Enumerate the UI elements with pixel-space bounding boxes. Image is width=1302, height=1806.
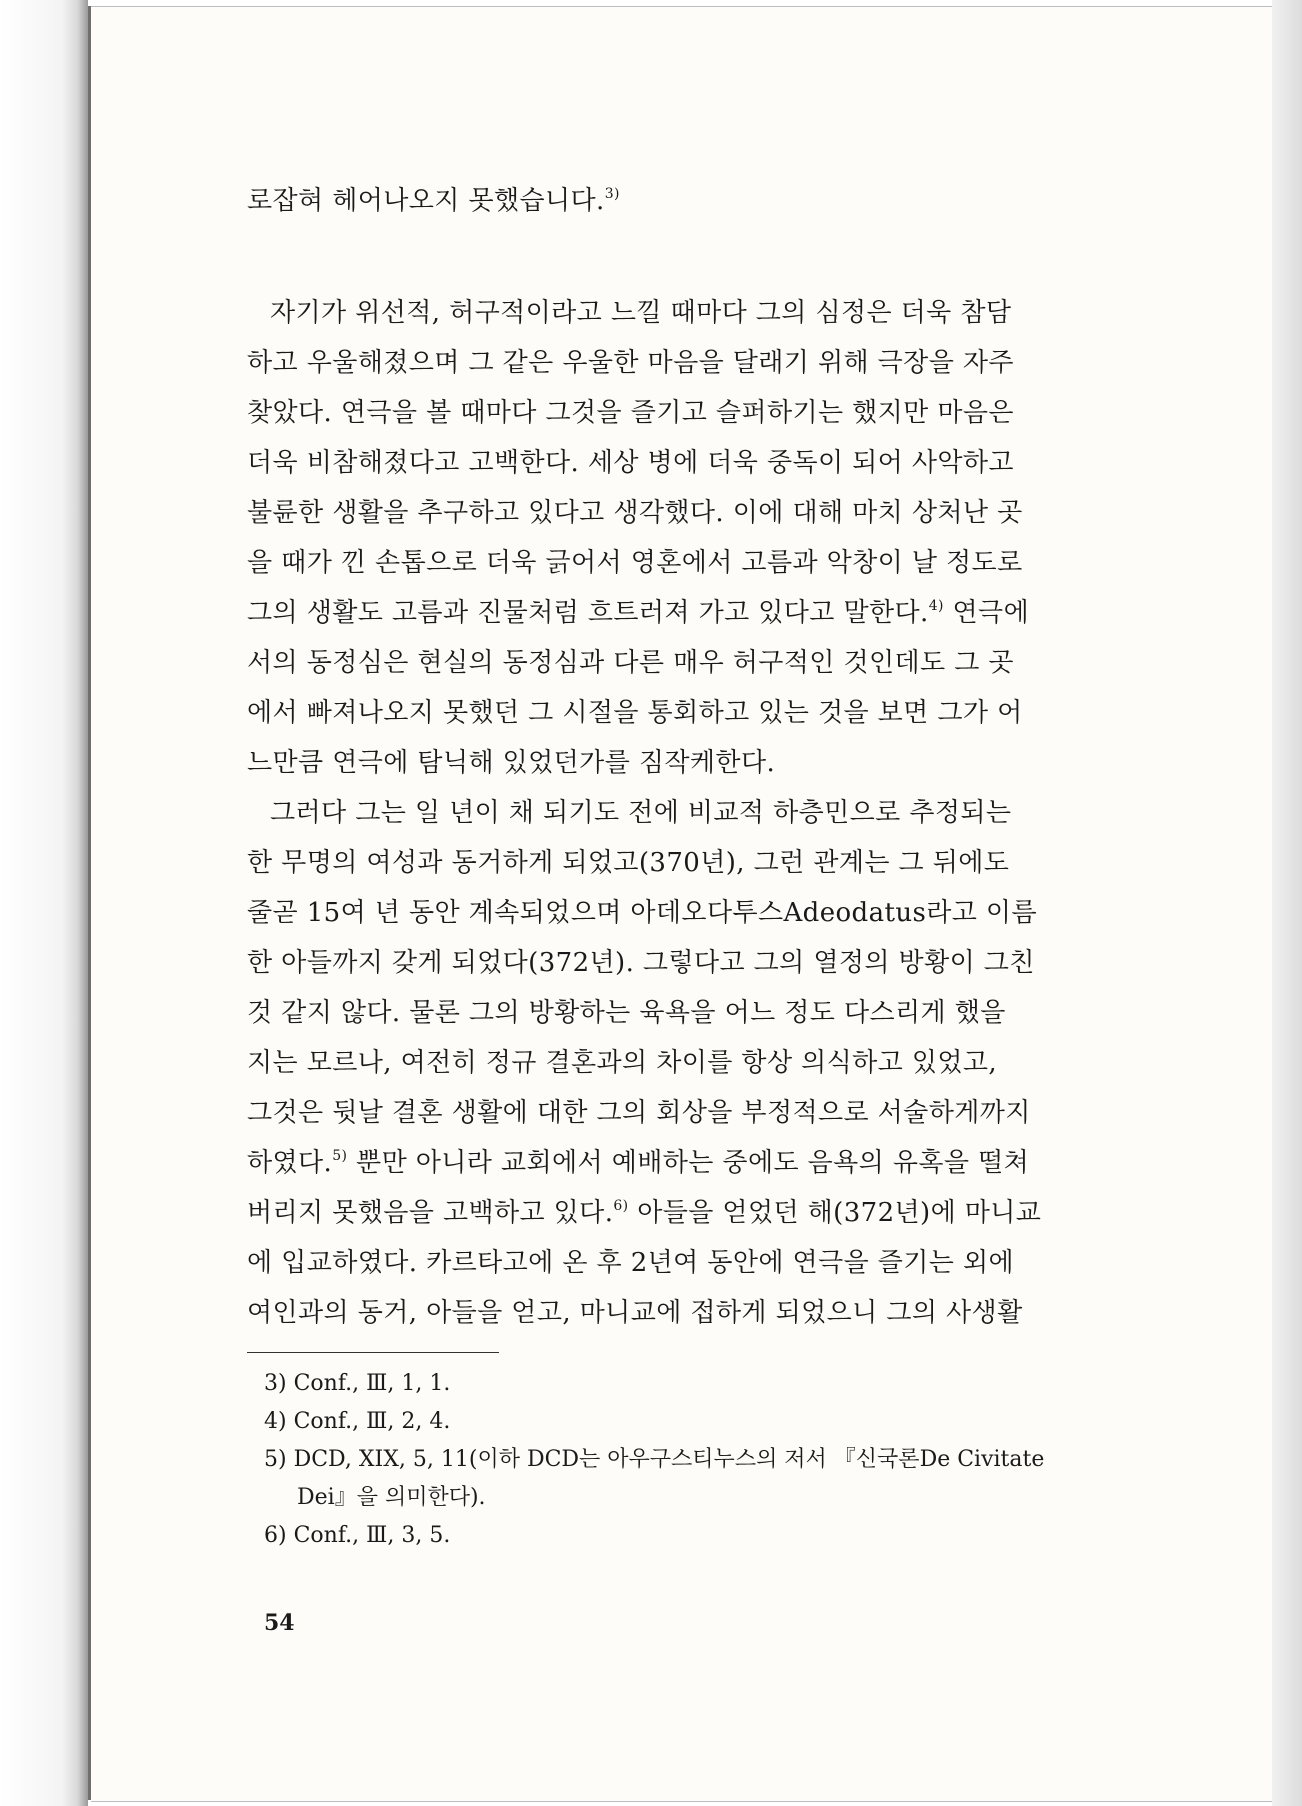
text-line: 하고 우울해졌으며 그 같은 우울한 마음을 달래기 위해 극장을 자주	[247, 348, 1014, 378]
text-line: 버리지 못했음을 고백하고 있다.$^{6)}$ 아들을 얻었던 해(372년)에 마니교	[247, 1198, 1042, 1228]
text-line: 자기가 위선적, 허구적이라고 느낄 때마다 그의 심정은 더욱 참담	[270, 298, 1012, 328]
footnote-3: 3) Conf., Ⅲ, 1, 1.	[264, 1371, 451, 1396]
paragraph-2	[247, 788, 1147, 1338]
text-line: 찾았다. 연극을 볼 때마다 그것을 즐기고 슬퍼하기는 했지만 마음은	[247, 398, 1014, 428]
page-edge-left	[0, 0, 88, 1806]
footnote-5: 5) DCD, XIX, 5, 11(이하 DCD는 아우구스티누스의 저서 『신국론De Civitate	[264, 1447, 1045, 1472]
footnote-ref: 3)	[604, 186, 620, 202]
text-line: 그의 생활도 고름과 진물처럼 흐트러져 가고 있다고 말한다.$^{4)}$ 연극에	[247, 598, 1030, 628]
text-line: 여인과의 동거, 아들을 얻고, 마니교에 접하게 되었으니 그의 사생활	[247, 1298, 1023, 1328]
text-line: 느만큼 연극에 탐닉해 있었던가를 짐작케한다.	[247, 748, 776, 778]
footnote-ref: 4)	[928, 598, 944, 614]
text-line: 줄곧 15여 년 동안 계속되었으며 아데오다투스Adeodatus라고 이름	[247, 898, 1037, 928]
text-line: 서의 동정심은 현실의 동정심과 다른 매우 허구적인 것인데도 그 곳	[247, 648, 1014, 678]
text-line: 것 같지 않다. 물론 그의 방황하는 육욕을 어느 정도 다스리게 했을	[247, 998, 1006, 1028]
text-line: 한 무명의 여성과 동거하게 되었고(370년), 그런 관계는 그 뒤에도	[247, 848, 1010, 878]
text-line: 불륜한 생활을 추구하고 있다고 생각했다. 이에 대해 마치 상처난 곳	[247, 498, 1023, 528]
text-line: 하였다.$^{5)}$ 뿐만 아니라 교회에서 예배하는 중에도 음욕의 유혹을 떨쳐	[247, 1148, 1030, 1178]
text-line: 지는 모르나, 여전히 정규 결혼과의 차이를 항상 의식하고 있었고,	[247, 1048, 998, 1078]
footnote-divider	[247, 1352, 499, 1353]
text-line: 한 아들까지 갖게 되었다(372년). 그렇다고 그의 열정의 방황이 그친	[247, 948, 1035, 978]
text-line: 그것은 뒷날 결혼 생활에 대한 그의 회상을 부정적으로 서술하게까지	[247, 1098, 1031, 1128]
text-line: 에 입교하였다. 카르타고에 온 후 2년여 동안에 연극을 즐기는 외에	[247, 1248, 1015, 1278]
footnote-ref: 6)	[613, 1198, 629, 1214]
text-line: 그러다 그는 일 년이 채 되기도 전에 비교적 하층민으로 추정되는	[270, 798, 1012, 828]
footnote-ref: 5)	[332, 1148, 348, 1164]
page-number: 54	[264, 1610, 295, 1636]
text-line: 더욱 비참해졌다고 고백한다. 세상 병에 더욱 중독이 되어 사악하고	[247, 448, 1014, 478]
footnote-4: 4) Conf., Ⅲ, 2, 4.	[264, 1409, 451, 1434]
footnotes	[264, 1365, 1150, 1555]
text-line: 에서 빠져나오지 못했던 그 시절을 통회하고 있는 것을 보면 그가 어	[247, 698, 1023, 728]
text-line: 을 때가 낀 손톱으로 더욱 긁어서 영혼에서 고름과 악창이 날 정도로	[247, 548, 1023, 578]
footnote-6: 6) Conf., Ⅲ, 3, 5.	[264, 1523, 451, 1548]
paragraph-gap	[247, 226, 1147, 288]
paragraph-1	[247, 288, 1147, 788]
footnote-5-continued: Dei』을 의미한다).	[297, 1485, 486, 1510]
body-text	[247, 176, 1147, 1338]
continued-line: 로잡혀 헤어나오지 못했습니다.$^{3)}$	[247, 186, 620, 216]
page-edge-right	[1272, 0, 1302, 1806]
